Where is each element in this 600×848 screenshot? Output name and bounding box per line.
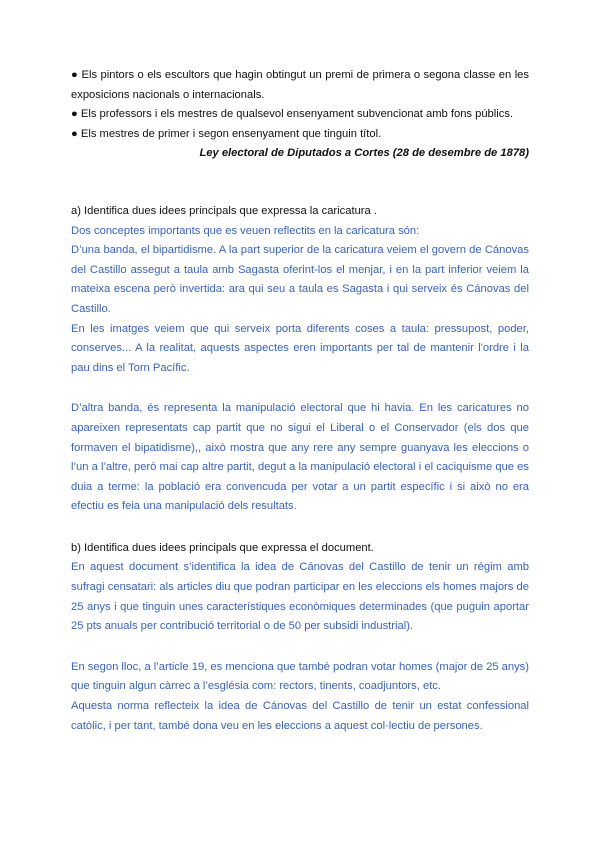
text-line: En aquest document s’identifica la idea de Cánovas del Castillo de tenir un régim amb	[71, 561, 529, 574]
text-line: duia a terme: la població era convencuda per votar a un partit específic i si això no era	[71, 480, 529, 493]
eligibility-bullets	[71, 66, 529, 144]
text-line: l’un a l’altre, però mai cap altre partit, degut a la manipulació electoral i el caciquisme que es	[71, 461, 529, 474]
source-citation: Ley electoral de Diputados a Cortes (28 de desembre de 1878)	[199, 147, 529, 160]
text-line: del Castillo assegut a taula amb Sagasta oferint-los el menjar, i en la part inferior veiem la	[71, 263, 529, 276]
text-line: En les imatges veiem que qui serveix porta diferents coses a taula: pressupost, poder,	[71, 322, 529, 335]
answer-a-paragraph-3	[71, 399, 529, 517]
answer-a-intro: Dos conceptes importants que es veuen reflectits en la caricatura són:	[71, 224, 420, 237]
text-line: formaven el bipatidisme),, això mostra que any rere any sempre guanyava les eleccions o	[71, 441, 529, 454]
bullet-line: exposicions nacionals o internacionals.	[71, 88, 265, 101]
text-line: catòlic, i per tant, també dona veu en les eleccions a aquest col·lectiu de persones.	[71, 719, 483, 732]
text-line: D’una banda, el bipartidisme. A la part superior de la caricatura veiem el govern de Cánovas	[71, 244, 529, 257]
bullet-line: ● Els mestres de primer i segon ensenyament que tinguin títol.	[71, 127, 382, 140]
answer-b-paragraph-1	[71, 558, 529, 636]
text-line: D’altra banda, és representa la manipulació electoral que hi havia. En les caricatures no	[71, 402, 529, 415]
text-line: pau dins el Torn Pacífic.	[71, 361, 190, 374]
text-line: 25 anys i que tinguin unes característiques econòmiques determinades (que puguin aportar	[71, 600, 529, 613]
answer-a-paragraph-2	[71, 320, 529, 379]
text-line: Aquesta norma reflecteix la idea de Cánovas del Castillo de tenir un estat confessional	[71, 700, 529, 713]
bullet-line: ● Els professors i els mestres de qualsevol ensenyament subvencionat amb fons públics.	[71, 108, 514, 121]
text-line: En segon lloc, a l’article 19, es menciona que també podran votar homes (major de 25 anys)	[71, 660, 529, 673]
question-b: b) Identifica dues idees principals que expressa el document.	[71, 541, 374, 554]
text-line: sufragi censatari: als articles diu que podran participar en les eleccions els homes majors de	[71, 581, 529, 594]
text-line: que tinguin algun càrrec a l’església com: rectors, tinents, coadjuntors, etc.	[71, 680, 442, 693]
text-line: efectiu es feia una manipulació dels resultats.	[71, 500, 297, 513]
answer-a-paragraph-1	[71, 241, 529, 319]
text-line: 25 pts anuals per contribució territorial o de 50 per subsidi industrial).	[71, 620, 414, 633]
text-line: conserves... A la realitat, aquests aspectes eren importants per tal de mantenir l'ordre i la	[71, 342, 529, 355]
text-line: apareixen representats cap partit que no sigui el Liberal o el Conservador (els dos que	[71, 421, 529, 434]
answer-b-paragraph-2	[71, 658, 529, 736]
document-page	[71, 66, 529, 736]
bullet-line: ● Els pintors o els escultors que hagin obtingut un premi de primera o segona classe en les	[71, 69, 529, 81]
text-line: mateixa escena però invertida: ara qui seu a taula es Sagasta i qui serveix és Cánovas del	[71, 283, 529, 296]
question-a: a) Identifica dues idees principals que expressa la caricatura .	[71, 204, 377, 217]
text-line: Castillo.	[71, 302, 111, 315]
